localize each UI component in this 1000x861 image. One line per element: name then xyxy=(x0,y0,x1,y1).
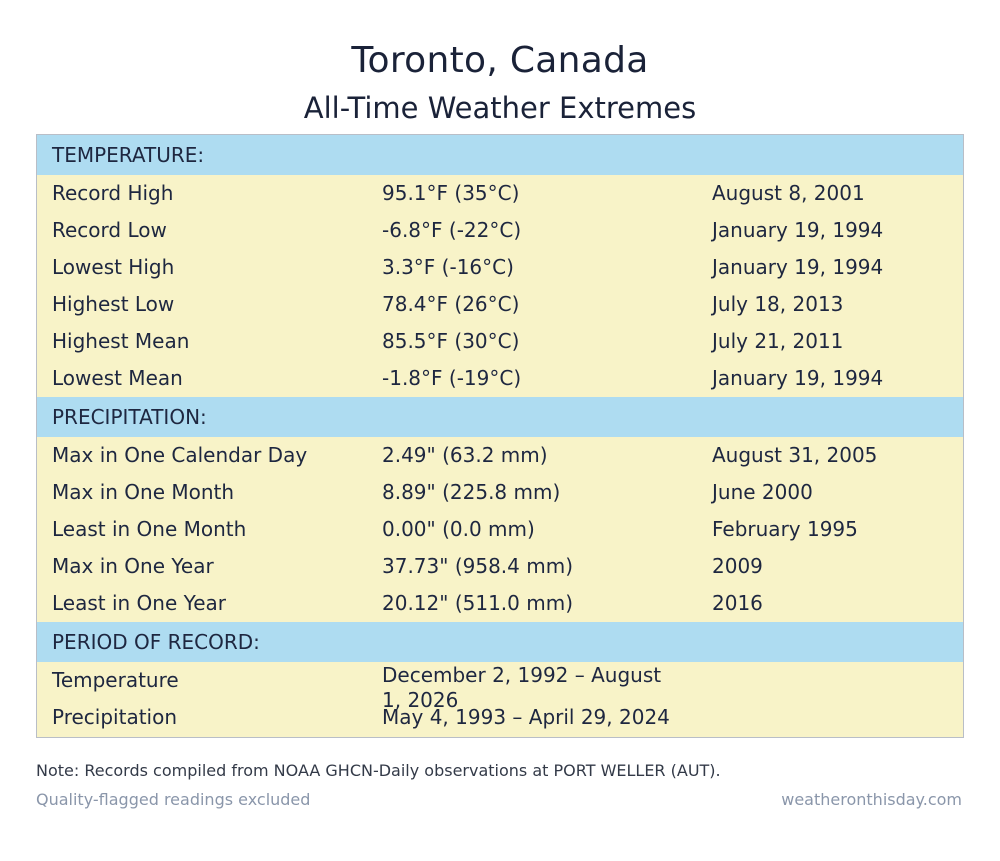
section-title: PERIOD OF RECORD: xyxy=(52,630,260,654)
section-header-temperature xyxy=(37,135,963,175)
row-label: Max in One Month xyxy=(52,480,235,504)
row-date: August 31, 2005 xyxy=(712,443,878,467)
row-label: Lowest Mean xyxy=(52,366,183,390)
section-title: TEMPERATURE: xyxy=(52,143,205,167)
row-label: Least in One Month xyxy=(52,517,247,541)
row-date: January 19, 1994 xyxy=(712,218,884,242)
row-label: Highest Low xyxy=(52,292,175,316)
quality-note: Quality-flagged readings excluded xyxy=(36,790,311,809)
table-row xyxy=(37,511,963,548)
row-label: Record High xyxy=(52,181,174,205)
table-row xyxy=(37,175,963,212)
row-date: January 19, 1994 xyxy=(712,366,884,390)
table-row xyxy=(37,249,963,286)
row-date: 2016 xyxy=(712,591,763,615)
extremes-table xyxy=(36,134,964,738)
row-value: -1.8°F (-19°C) xyxy=(382,366,522,390)
section-header-precipitation xyxy=(37,397,963,437)
row-value: 20.12" (511.0 mm) xyxy=(382,591,573,615)
row-label: Least in One Year xyxy=(52,591,226,615)
row-date: January 19, 1994 xyxy=(712,255,884,279)
table-row xyxy=(37,323,963,360)
page-title: Toronto, Canada xyxy=(351,40,649,81)
page-subtitle: All-Time Weather Extremes xyxy=(303,91,697,125)
row-value: 37.73" (958.4 mm) xyxy=(382,554,573,578)
row-value: 3.3°F (-16°C) xyxy=(382,255,514,279)
row-label: Record Low xyxy=(52,218,167,242)
row-date: July 18, 2013 xyxy=(712,292,844,316)
row-value: 8.89" (225.8 mm) xyxy=(382,480,561,504)
row-date: February 1995 xyxy=(712,517,858,541)
row-date: July 21, 2011 xyxy=(712,329,844,353)
table-row xyxy=(37,662,963,712)
section-title: PRECIPITATION: xyxy=(52,405,207,429)
row-label: Temperature xyxy=(52,668,179,692)
row-date: August 8, 2001 xyxy=(712,181,865,205)
row-date: 2009 xyxy=(712,554,763,578)
row-value: May 4, 1993 – April 29, 2024 xyxy=(382,705,670,729)
row-value: 85.5°F (30°C) xyxy=(382,329,520,353)
table-row xyxy=(37,699,963,736)
table-row xyxy=(37,286,963,323)
source-link[interactable]: weatheronthisday.com xyxy=(781,790,962,809)
table-row xyxy=(37,360,963,397)
section-header-period xyxy=(37,622,963,662)
row-value: -6.8°F (-22°C) xyxy=(382,218,522,242)
footnote: Note: Records compiled from NOAA GHCN-Daily observations at PORT WELLER (AUT). xyxy=(36,761,721,780)
row-value: 78.4°F (26°C) xyxy=(382,292,520,316)
row-date: June 2000 xyxy=(712,480,813,504)
row-label: Max in One Calendar Day xyxy=(52,443,308,467)
row-value: 0.00" (0.0 mm) xyxy=(382,517,535,541)
row-label: Max in One Year xyxy=(52,554,214,578)
table-row xyxy=(37,212,963,249)
table-row xyxy=(37,548,963,585)
row-value: 2.49" (63.2 mm) xyxy=(382,443,548,467)
row-value: 95.1°F (35°C) xyxy=(382,181,520,205)
row-label: Highest Mean xyxy=(52,329,190,353)
row-label: Precipitation xyxy=(52,705,178,729)
row-value: December 2, 1992 – August 1, 2026 xyxy=(382,663,662,712)
table-row xyxy=(37,437,963,474)
row-label: Lowest High xyxy=(52,255,175,279)
table-row xyxy=(37,585,963,622)
table-row xyxy=(37,474,963,511)
